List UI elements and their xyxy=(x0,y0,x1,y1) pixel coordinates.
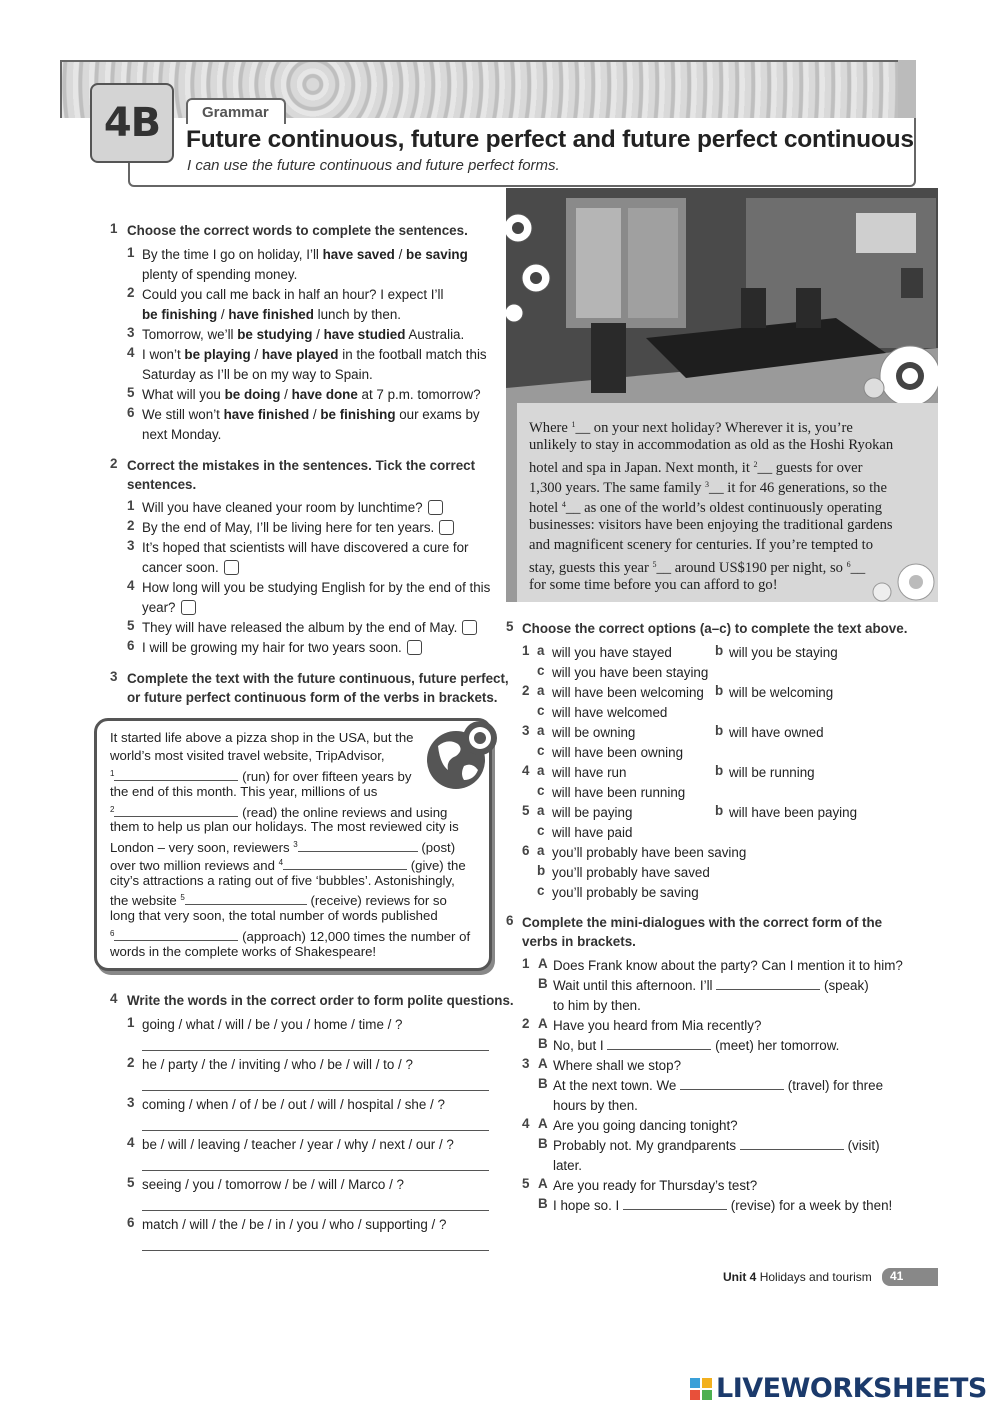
tick-checkbox[interactable] xyxy=(224,560,239,575)
item-text: lunch by then. xyxy=(313,307,401,322)
option-a[interactable]: will be paying xyxy=(552,805,633,820)
verb-hint: (run) for over fifteen years by xyxy=(242,769,412,784)
item-number: 5 xyxy=(522,803,530,818)
option-c[interactable]: will have paid xyxy=(552,825,633,840)
list-item: I won’t be playing / have played in the football match this xyxy=(142,347,487,362)
speaker-label: B xyxy=(538,976,548,991)
item-number: 6 xyxy=(127,405,135,420)
option-b[interactable]: you’ll probably have saved xyxy=(552,865,710,880)
item-number: 4 xyxy=(522,1116,530,1131)
option-b[interactable]: will have owned xyxy=(729,725,824,740)
answer-input-5[interactable] xyxy=(623,1209,727,1210)
option-letter: c xyxy=(537,783,545,798)
dialogue-line-cont: later. xyxy=(553,1158,583,1173)
item-text: our exams by xyxy=(395,407,480,422)
option-letter: c xyxy=(537,743,545,758)
item-text-cont: cancer soon. xyxy=(142,560,219,575)
option-b[interactable]: will you be staying xyxy=(729,645,838,660)
list-item xyxy=(142,558,239,578)
verb-hint: (meet) her tomorrow. xyxy=(715,1038,840,1053)
item-number: 2 xyxy=(522,1016,530,1031)
answer-line-4[interactable] xyxy=(142,1170,489,1171)
exercise-heading-cont: sentences. xyxy=(127,477,197,492)
item-number: 3 xyxy=(127,538,135,553)
text-line: It started life above a pizza shop in the USA, but the xyxy=(110,730,414,745)
text-fragment: __ as one of the world’s oldest continuously operating xyxy=(565,500,882,516)
option-1[interactable]: have finished xyxy=(223,407,310,422)
option-c[interactable]: will you have been staying xyxy=(552,665,709,680)
text-fragment: stay, guests this year xyxy=(529,560,653,576)
text-fragment: __ on your next holiday? Wherever it is, you’re xyxy=(575,420,853,436)
text-fragment: Wait until this afternoon. I’ll xyxy=(553,978,713,993)
text-fragment: __ guests for over xyxy=(757,460,863,476)
answer-line-3[interactable] xyxy=(142,1130,489,1131)
text-fragment: hotel xyxy=(529,500,562,516)
item-text: I will be growing my hair for two years soon. xyxy=(142,640,402,655)
option-letter: b xyxy=(715,683,724,698)
answer-line-6[interactable] xyxy=(142,1250,489,1251)
list-item xyxy=(142,598,196,618)
dialogue-line xyxy=(553,976,869,996)
dialogue-line xyxy=(553,1196,892,1216)
item-number: 4 xyxy=(522,763,530,778)
text-fragment: __ xyxy=(850,560,866,576)
text-line: the end of this month. This year, millions of us xyxy=(110,784,378,799)
globe-pin-icon xyxy=(424,716,498,792)
gap-number: 1 xyxy=(110,769,115,778)
option-2[interactable]: be finishing xyxy=(320,407,396,422)
item-number: 5 xyxy=(127,1175,135,1190)
text-line: city’s attractions a rating out of five ‘bubbles’. Astonishingly, xyxy=(110,873,455,888)
text-line: words in the complete works of Shakespeare! xyxy=(110,944,377,959)
item-text: Australia. xyxy=(405,327,465,342)
item-text: By the time I go on holiday, I’ll xyxy=(142,247,323,262)
exercise-heading: Choose the correct options (a–c) to complete the text above. xyxy=(522,621,908,636)
text-fragment: 1,300 years. The same family xyxy=(529,480,706,496)
exercise-heading: Choose the correct words to complete the sentences. xyxy=(127,223,468,238)
text-fragment: hotel and spa in Japan. Next month, it xyxy=(529,460,754,476)
flower-decoration-icon xyxy=(506,188,566,328)
item-text: It’s hoped that scientists will have discovered a cure for xyxy=(142,540,469,555)
option-letter: c xyxy=(537,883,545,898)
tick-checkbox[interactable] xyxy=(428,500,443,515)
option-letter: c xyxy=(537,703,545,718)
list-item xyxy=(142,498,443,518)
dialogue-line xyxy=(553,1076,883,1096)
exercise-heading: Complete the mini-dialogues with the correct form of the xyxy=(522,915,883,930)
speaker-label: B xyxy=(538,1196,548,1211)
speaker-label: A xyxy=(538,1176,548,1191)
verb-hint: (approach) 12,000 times the number of xyxy=(242,929,471,944)
page-number: 41 xyxy=(882,1268,938,1286)
exercise-heading: Write the words in the correct order to form polite questions. xyxy=(127,993,514,1008)
exercise-heading: Complete the text with the future continuous, future perfect, xyxy=(127,671,509,686)
item-number: 6 xyxy=(127,1215,135,1230)
answer-line-5[interactable] xyxy=(142,1210,489,1211)
item-number: 5 xyxy=(127,618,135,633)
item-number: 6 xyxy=(522,843,530,858)
unit-title: Holidays and tourism xyxy=(759,1270,872,1284)
gap-6-input[interactable] xyxy=(114,940,238,941)
exercise-heading: Correct the mistakes in the sentences. Tick the correct xyxy=(127,458,476,473)
dialogue-line-cont: hours by then. xyxy=(553,1098,638,1113)
option-letter: c xyxy=(537,663,545,678)
option-b[interactable]: will be welcoming xyxy=(729,685,834,700)
exercise-number: 3 xyxy=(110,669,118,684)
text-fragment: __ it for 46 generations, so the xyxy=(709,480,887,496)
gap-2-input[interactable] xyxy=(114,816,238,817)
option-b[interactable]: will have been paying xyxy=(729,805,858,820)
speaker-label: A xyxy=(538,1116,548,1131)
option-letter: b xyxy=(715,643,724,658)
option-letter: a xyxy=(537,763,545,778)
gap-5-input[interactable] xyxy=(185,904,307,905)
gap-4-input[interactable] xyxy=(283,869,407,870)
exercise-heading-cont: verbs in brackets. xyxy=(522,934,636,949)
item-text: Will you have cleaned your room by lunchtime? xyxy=(142,500,423,515)
list-item: What will you be doing / have done at 7 p.m. tomorrow? xyxy=(142,387,481,402)
speaker-label: A xyxy=(538,1016,548,1031)
tick-checkbox[interactable] xyxy=(181,600,196,615)
footer-unit xyxy=(723,1270,872,1284)
option-2[interactable]: have finished xyxy=(228,307,314,322)
grammar-tab: Grammar xyxy=(186,98,286,124)
tick-checkbox[interactable] xyxy=(439,520,454,535)
text-fragment: At the next town. We xyxy=(553,1078,677,1093)
speaker-label: B xyxy=(538,1036,548,1051)
item-text: Tomorrow, we’ll xyxy=(142,327,238,342)
speaker-label: B xyxy=(538,1136,548,1151)
option-letter: b xyxy=(537,863,546,878)
option-2[interactable]: have done xyxy=(291,387,358,402)
item-number: 1 xyxy=(127,498,135,513)
item-text: We still won’t xyxy=(142,407,224,422)
item-number: 3 xyxy=(127,325,135,340)
option-letter: a xyxy=(537,843,545,858)
option-letter: b xyxy=(715,763,724,778)
option-c[interactable]: will have welcomed xyxy=(552,705,668,720)
answer-input-4[interactable] xyxy=(740,1149,844,1150)
text-fragment: I hope so. I xyxy=(553,1198,620,1213)
page-title: Future continuous, future perfect and future perfect continuous xyxy=(186,126,914,153)
item-number: 2 xyxy=(127,518,135,533)
caption-line: unlikely to stay in accommodation as old as the Hoshi Ryokan xyxy=(529,437,894,453)
verb-hint: (visit) xyxy=(847,1138,880,1153)
option-a[interactable]: you’ll probably have been saving xyxy=(552,845,747,860)
gap-number: 2 xyxy=(110,805,115,814)
option-a[interactable]: will have been welcoming xyxy=(552,685,704,700)
list-item: be finishing / have finished lunch by then. xyxy=(142,307,401,322)
gap-number: 6 xyxy=(846,560,851,569)
item-number: 1 xyxy=(127,1015,135,1030)
speaker-label: A xyxy=(538,956,548,971)
item-text: match / will / the / be / in / you / who / supporting / ? xyxy=(142,1217,447,1232)
verb-hint: (revise) for a week by then! xyxy=(730,1198,893,1213)
item-number: 3 xyxy=(522,1056,530,1071)
flower-decoration-icon xyxy=(866,562,938,602)
item-text-cont: Saturday as I’ll be on my way to Spain. xyxy=(142,367,373,382)
gap-number: 2 xyxy=(753,460,758,469)
gap-1-input[interactable] xyxy=(114,780,238,781)
dialogue-line: Have you heard from Mia recently? xyxy=(553,1018,762,1033)
option-letter: b xyxy=(715,723,724,738)
item-text: How long will you be studying English for by the end of this xyxy=(142,580,491,595)
item-number: 1 xyxy=(522,643,530,658)
answer-line-1[interactable] xyxy=(142,1050,489,1051)
answer-input-3[interactable] xyxy=(680,1089,784,1090)
gap-number: 5 xyxy=(652,560,657,569)
exercise-number: 5 xyxy=(506,619,514,634)
dialogue-line xyxy=(553,1036,839,1056)
item-text-cont: plenty of spending money. xyxy=(142,267,298,282)
text-line: long that very soon, the total number of words published xyxy=(110,908,438,923)
option-letter: c xyxy=(537,823,545,838)
option-1[interactable]: be playing xyxy=(184,347,251,362)
item-number: 5 xyxy=(127,385,135,400)
lesson-badge: 4B xyxy=(90,83,174,163)
answer-input-1[interactable] xyxy=(716,989,820,990)
exercise-number: 1 xyxy=(110,221,118,236)
item-text: I won’t xyxy=(142,347,185,362)
option-1[interactable]: have saved xyxy=(322,247,395,262)
gap-number: 6 xyxy=(110,929,115,938)
item-text: By the end of May, I’ll be living here for ten years. xyxy=(142,520,435,535)
verb-hint: (read) the online reviews and using xyxy=(242,805,448,820)
option-b[interactable]: will be running xyxy=(729,765,815,780)
dialogue-line xyxy=(553,1136,880,1156)
dialogue-line: Does Frank know about the party? Can I mention it to him? xyxy=(553,958,903,973)
option-c[interactable]: will have been running xyxy=(552,785,686,800)
item-text: be / will / leaving / teacher / year / why / next / our / ? xyxy=(142,1137,454,1152)
caption-line: for some time before you can afford to go! xyxy=(529,577,778,593)
item-text-cont: next Monday. xyxy=(142,427,222,442)
option-letter: b xyxy=(715,803,724,818)
dialogue-line: Where shall we stop? xyxy=(553,1058,682,1073)
answer-input-2[interactable] xyxy=(607,1049,711,1050)
gap-number: 4 xyxy=(278,858,284,867)
text-fragment: Probably not. My grandparents xyxy=(553,1138,737,1153)
text-fragment: over two million reviews and xyxy=(110,858,275,873)
tick-checkbox[interactable] xyxy=(407,640,422,655)
page-subtitle: I can use the future continuous and future perfect forms. xyxy=(187,157,560,174)
list-item xyxy=(142,618,477,638)
item-text: he / party / the / inviting / who / be / will / to / ? xyxy=(142,1057,413,1072)
text-line: world’s most visited travel website, TripAdvisor, xyxy=(110,748,385,763)
exercise-heading-cont: or future perfect continuous form of the verbs in brackets. xyxy=(127,690,498,705)
item-text: in the football match this xyxy=(338,347,487,362)
item-number: 4 xyxy=(127,345,135,360)
item-number: 3 xyxy=(127,1095,135,1110)
caption-line: businesses: visitors have been enjoying the traditional gardens xyxy=(529,517,893,533)
text-fragment: London – very soon, reviewers xyxy=(110,840,290,855)
gap-number: 3 xyxy=(705,480,710,489)
item-text: going / what / will / be / you / home / time / ? xyxy=(142,1017,403,1032)
unit-number: Unit 4 xyxy=(723,1270,757,1284)
dialogue-line-cont: to him by then. xyxy=(553,998,641,1013)
option-letter: a xyxy=(537,803,545,818)
gap-number: 3 xyxy=(293,840,298,849)
list-item: By the time I go on holiday, I’ll have saved / be saving xyxy=(142,247,468,262)
option-letter: a xyxy=(537,643,545,658)
option-letter: a xyxy=(537,683,545,698)
option-c[interactable]: you’ll probably be saving xyxy=(552,885,699,900)
answer-line-2[interactable] xyxy=(142,1090,489,1091)
option-2[interactable]: have played xyxy=(261,347,339,362)
item-text: They will have released the album by the end of May. xyxy=(142,620,458,635)
gap-number: 1 xyxy=(571,420,576,429)
text-fragment: the website xyxy=(110,893,177,908)
speaker-label: B xyxy=(538,1076,548,1091)
item-text: at 7 p.m. tomorrow? xyxy=(357,387,481,402)
option-c[interactable]: will have been owning xyxy=(552,745,684,760)
caption-line: and magnificent scenery for centuries. If you’re tempted to xyxy=(529,537,874,553)
tick-checkbox[interactable] xyxy=(462,620,477,635)
gap-3-input[interactable] xyxy=(298,851,418,852)
text-line: them to help us plan our holidays. The most reviewed city is xyxy=(110,819,459,834)
header-banner-edge xyxy=(898,60,916,120)
item-text: What will you xyxy=(142,387,225,402)
item-number: 1 xyxy=(127,245,135,260)
option-a[interactable]: will you have stayed xyxy=(552,645,672,660)
list-item: We still won’t have finished / be finishing our exams by xyxy=(142,407,480,422)
option-letter: a xyxy=(537,723,545,738)
item-number: 4 xyxy=(127,578,135,593)
verb-hint: (receive) reviews for so xyxy=(310,893,447,908)
item-number: 3 xyxy=(522,723,530,738)
item-number: 1 xyxy=(522,956,530,971)
list-item xyxy=(142,518,454,538)
liveworksheets-logo-icon xyxy=(690,1378,712,1400)
option-a[interactable]: will have run xyxy=(552,765,627,780)
verb-hint: (speak) xyxy=(824,978,869,993)
watermark: LIVEWORKSHEETS xyxy=(716,1373,987,1404)
text-fragment: No, but I xyxy=(553,1038,604,1053)
exercise-number: 2 xyxy=(110,456,118,471)
gap-number: 5 xyxy=(180,893,185,902)
exercise-number: 6 xyxy=(506,913,514,928)
option-1[interactable]: be finishing xyxy=(142,307,218,322)
text-fragment: Where xyxy=(529,420,572,436)
option-1[interactable]: be doing xyxy=(224,387,281,402)
verb-hint: (post) xyxy=(421,840,456,855)
item-number: 4 xyxy=(127,1135,135,1150)
verb-hint: (travel) for three xyxy=(787,1078,884,1093)
dialogue-line: Are you ready for Thursday’s test? xyxy=(553,1178,758,1193)
item-text: seeing / you / tomorrow / be / will / Marco / ? xyxy=(142,1177,404,1192)
text-fragment: __ around US$190 per night, so xyxy=(656,560,847,576)
verb-hint: (give) the xyxy=(410,858,466,873)
item-number: 2 xyxy=(127,285,135,300)
list-item xyxy=(142,638,422,658)
option-2[interactable]: be saving xyxy=(406,247,468,262)
item-number: 6 xyxy=(127,638,135,653)
gap-number: 4 xyxy=(561,500,566,509)
item-text: coming / when / of / be / out / will / hospital / she / ? xyxy=(142,1097,445,1112)
exercise-number: 4 xyxy=(110,991,118,1006)
speaker-label: A xyxy=(538,1056,548,1071)
option-1[interactable]: be studying xyxy=(237,327,313,342)
item-text: Could you call me back in half an hour? I expect I’ll xyxy=(142,287,444,302)
option-a[interactable]: will be owning xyxy=(552,725,636,740)
item-number: 2 xyxy=(522,683,530,698)
option-2[interactable]: have studied xyxy=(323,327,406,342)
item-text-cont: year? xyxy=(142,600,176,615)
item-number: 2 xyxy=(127,1055,135,1070)
dialogue-line: Are you going dancing tonight? xyxy=(553,1118,738,1133)
item-number: 5 xyxy=(522,1176,530,1191)
list-item: Tomorrow, we’ll be studying / have studied Australia. xyxy=(142,327,465,342)
